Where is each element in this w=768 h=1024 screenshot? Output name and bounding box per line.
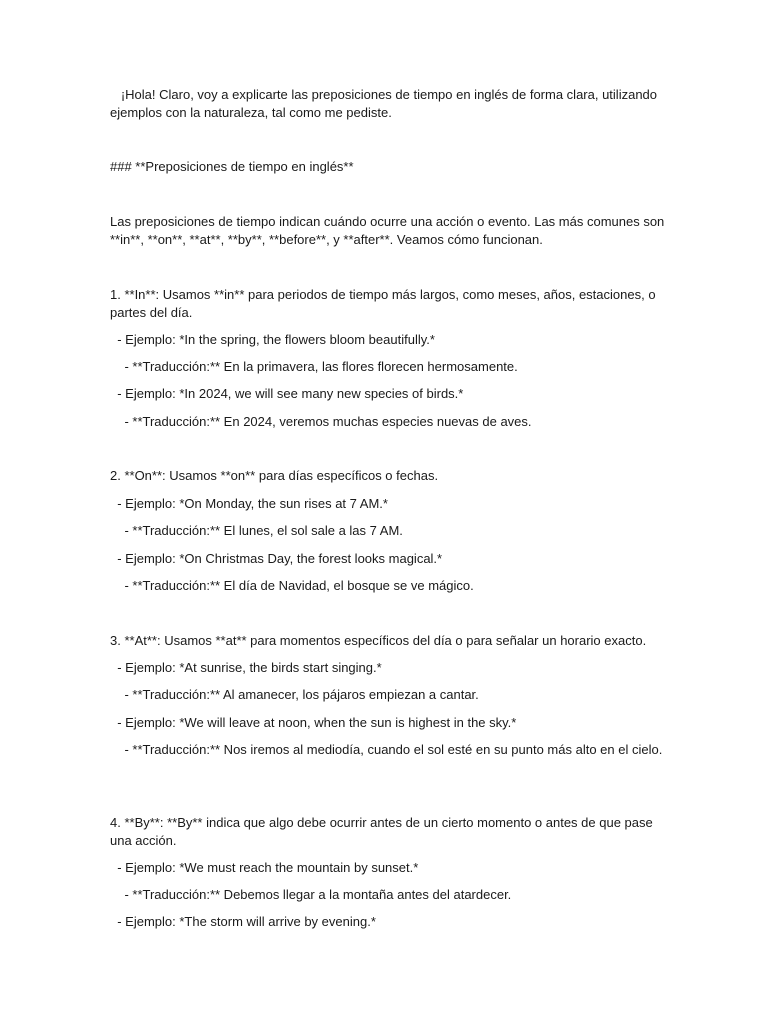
section-3-line-3: - Ejemplo: *We will leave at noon, when the sun is highest in the sky.* <box>110 715 517 730</box>
overview-paragraph: Las preposiciones de tiempo indican cuándo ocurre una acción o evento. Las más comunes son **in**, **on**, **at**, **by**, **before**, y **after**. Veamos cómo funcionan. <box>110 214 668 247</box>
section-4-title: 4. **By**: **By** indica que algo debe ocurrir antes de un cierto momento o antes de que pase una acción. <box>110 815 657 848</box>
section-4-line-1: - Ejemplo: *We must reach the mountain by sunset.* <box>110 860 419 875</box>
section-4-line-2: - **Traducción:** Debemos llegar a la montaña antes del atardecer. <box>110 887 512 902</box>
section-1-line-3: - Ejemplo: *In 2024, we will see many new species of birds.* <box>110 386 464 401</box>
section-3-title: 3. **At**: Usamos **at** para momentos específicos del día o para señalar un horario exacto. <box>110 633 647 648</box>
section-2-line-3: - Ejemplo: *On Christmas Day, the forest looks magical.* <box>110 551 443 566</box>
intro-paragraph: ¡Hola! Claro, voy a explicarte las preposiciones de tiempo en inglés de forma clara, utilizando ejemplos con la naturaleza, tal como me pediste. <box>110 87 661 120</box>
section-2-title: 2. **On**: Usamos **on** para días específicos o fechas. <box>110 468 439 483</box>
section-3-line-2: - **Traducción:** Al amanecer, los pájaros empiezan a cantar. <box>110 687 479 702</box>
section-2-line-1: - Ejemplo: *On Monday, the sun rises at 7 AM.* <box>110 496 388 511</box>
section-heading: ### **Preposiciones de tiempo en inglés** <box>110 159 354 174</box>
section-1-line-2: - **Traducción:** En la primavera, las flores florecen hermosamente. <box>110 359 518 374</box>
section-3-line-1: - Ejemplo: *At sunrise, the birds start singing.* <box>110 660 382 675</box>
section-1-title: 1. **In**: Usamos **in** para periodos de tiempo más largos, como meses, años, estaciones, o partes del día. <box>110 287 660 320</box>
section-2-line-2: - **Traducción:** El lunes, el sol sale a las 7 AM. <box>110 523 403 538</box>
section-2-line-4: - **Traducción:** El día de Navidad, el bosque se ve mágico. <box>110 578 474 593</box>
section-4-line-3: - Ejemplo: *The storm will arrive by evening.* <box>110 914 376 929</box>
section-1-line-1: - Ejemplo: *In the spring, the flowers bloom beautifully.* <box>110 332 435 347</box>
section-3-line-4: - **Traducción:** Nos iremos al mediodía, cuando el sol esté en su punto más alto en el cielo. <box>110 742 663 757</box>
section-1-line-4: - **Traducción:** En 2024, veremos muchas especies nuevas de aves. <box>110 414 532 429</box>
